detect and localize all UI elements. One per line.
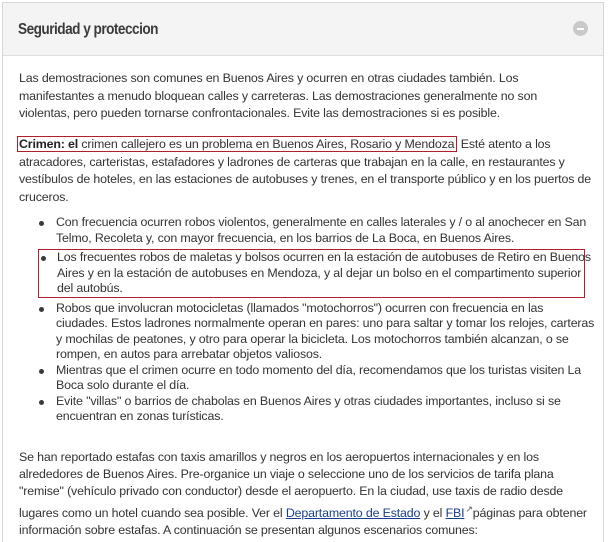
list-item-line: del autobús. (57, 281, 123, 295)
list-item-line: Evite "villas" o barrios de chabolas en Buenos Aires y otras ciudades importantes, incluso si se (56, 393, 561, 408)
list-item-line: Robos que involucran motocicletas (llamados "motochorros") ocurren con frecuencia en las (56, 300, 544, 315)
intro-line: violentas, pero pueden tornarse confrontacionales. Evite las demostraciones si es posible. (19, 106, 501, 120)
crime-line: cruceros. (19, 189, 69, 204)
bullet-icon (39, 400, 44, 405)
list-item (19, 394, 594, 425)
crime-line: vestíbulos de hoteles, en las estaciones de autobuses y trenes, en el transporte público y en los puertos de (19, 172, 592, 186)
list-item-line: Boca solo durante el día. (56, 378, 190, 392)
bullet-icon (39, 221, 44, 226)
list-item-line: Con frecuencia ocurren robos violentos, generalmente en calles laterales y / o al anochecer en San (56, 215, 587, 229)
taxi-line4-after: páginas para obtener (472, 505, 587, 520)
crime-label: Crimen: el (19, 137, 79, 151)
taxi-line: Se han reportado estafas con taxis amarillos y negros en los aeropuertos internacionales y en los (19, 450, 539, 464)
taxi-line: alrededores de Buenos Aires. Pre-organice un viaje o seleccione uno de los servicios de tarifa plana (19, 467, 554, 482)
minus-circle-icon[interactable] (573, 21, 588, 36)
taxi-line4-before: lugares como un hotel cuando sea posible. Ver el (19, 505, 286, 520)
list-item-line: Mientras que el crimen ocurre en todo momento del día, recomendamos que los turistas visiten La (56, 362, 582, 377)
taxi-line4-middle: y el (420, 505, 446, 520)
safety-panel (2, 2, 604, 542)
fbi-link[interactable]: FBI (445, 505, 465, 520)
highlighted-item-wrap (19, 249, 594, 298)
crime-first-line (19, 136, 591, 154)
bullet-icon (39, 369, 44, 374)
panel-title: Seguridad y proteccion (18, 21, 158, 38)
list-item (19, 215, 594, 246)
panel-header[interactable] (3, 3, 603, 56)
crime-highlight-text: crimen callejero es un problema en Buenos Aires, Rosario y Mendoza (78, 137, 455, 151)
bullet-icon (39, 307, 44, 312)
bullet-icon (41, 256, 46, 261)
taxi-line-links (19, 501, 587, 522)
intro-line: manifestantes a menudo bloquean calles y carreteras. Las demostraciones generalmente no son (19, 88, 538, 103)
list-item-line: encuentran en zonas turísticas. (56, 409, 224, 423)
list-item-highlighted (38, 249, 591, 298)
crime-bullet-list (19, 215, 594, 425)
minus-glyph (577, 28, 584, 30)
list-item-line: Telmo, Recoleta y, con mayor frecuencia, en los barrios de La Boca, en Buenos Aires. (56, 230, 515, 245)
taxi-paragraph (19, 449, 587, 539)
intro-line: Las demostraciones son comunes en Buenos Aires y ocurren en otras ciudades también. Los (19, 71, 519, 85)
list-item-line: ciudades. Estos ladrones normalmente operan en pares: uno para saltar y tomar los relojes, carteras (56, 316, 595, 330)
crime-line: atracadores, carteristas, estafadores y ladrones de carteras que trabajan en la calle, en restaurantes y (19, 154, 565, 169)
taxi-line: "remise" (vehículo privado con conductor) desde el aeropuerto. En la ciudad, use taxis de radio desde (19, 484, 563, 499)
list-item-line: rompen, en autos para arrebatar objetos valiosos. (56, 347, 323, 361)
crime-first-line-rest: Esté atento a los (457, 137, 551, 151)
external-link-icon[interactable]: ↗ (465, 503, 473, 514)
list-item-line: Aires y en la estación de autobuses en Mendoza, y al dejar un bolso en el compartimento superior (57, 265, 582, 280)
list-item-line: Los frecuentes robos de maletas y bolsos ocurren en la estación de autobuses de Retiro en Buenos (57, 250, 591, 264)
list-item (19, 363, 594, 394)
list-item (19, 301, 594, 363)
taxi-line: información sobre estafas. A continuación se presentan algunos escenarios comunes: (19, 522, 478, 537)
state-department-link[interactable]: Departamento de Estado (285, 505, 421, 520)
crime-paragraph (19, 136, 591, 206)
crime-highlight-box (17, 136, 457, 152)
list-item-line: y mochilas de peatones, y otro para operar la bicicleta. Los motochorros también alcanzan, o se (56, 331, 569, 346)
intro-paragraph (19, 70, 537, 123)
